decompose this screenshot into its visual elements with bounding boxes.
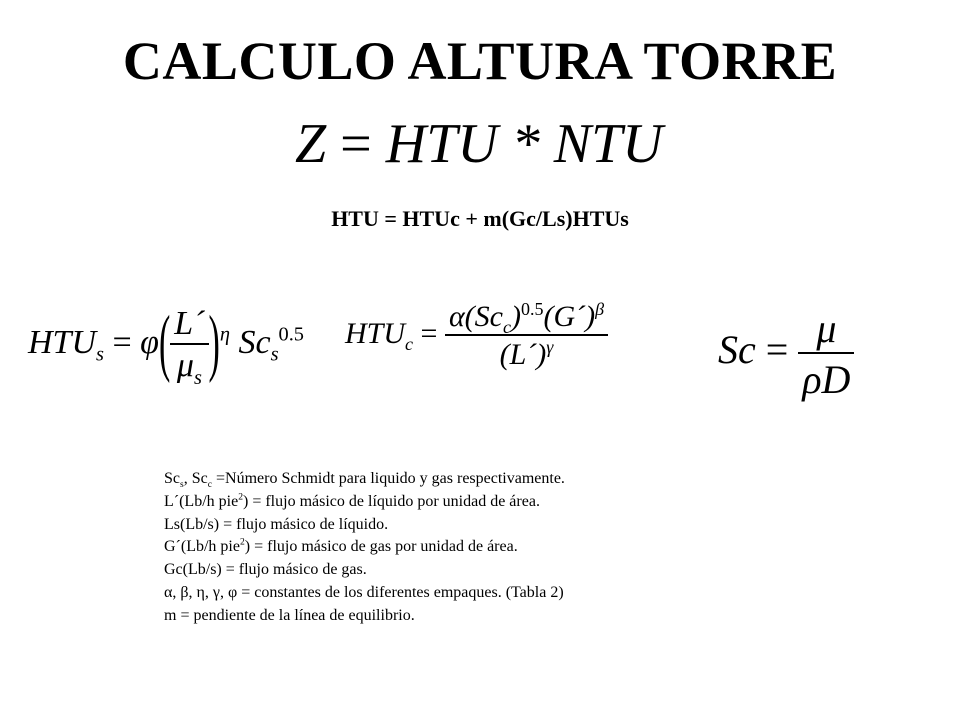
htuc-numerator bbox=[445, 299, 608, 337]
htus-eta: η bbox=[219, 323, 230, 346]
htuc-num-g: (G´) bbox=[543, 300, 596, 333]
definition-text: , Sc bbox=[183, 470, 208, 487]
htus-paren-open: ( bbox=[158, 303, 171, 385]
sc-formula bbox=[718, 305, 854, 403]
htuc-name-sub: c bbox=[405, 333, 414, 354]
htus-equals: = bbox=[112, 323, 132, 361]
htuc-num-alpha-sc: α(Sc bbox=[448, 300, 503, 333]
htus-denominator-mu: μ bbox=[176, 347, 194, 384]
main-equation-lhs: Z bbox=[295, 113, 327, 175]
definition-text: =Número Schmidt para liquido y gas respectivamente. bbox=[212, 470, 565, 487]
sc-numerator: μ bbox=[816, 306, 837, 351]
definition-item: m = pendiente de la línea de equilibrio. bbox=[164, 606, 415, 624]
sc-denominator: ρD bbox=[798, 352, 854, 403]
main-equation bbox=[295, 112, 663, 176]
htus-name-sub: s bbox=[96, 343, 104, 366]
htuc-equals: = bbox=[420, 316, 438, 350]
htuc-num-exp2: β bbox=[595, 299, 605, 319]
htuc-denominator bbox=[445, 334, 608, 372]
definition-item: Gc(Lb/s) = flujo másico de gas. bbox=[164, 561, 367, 579]
definition-text: Sc bbox=[164, 470, 180, 487]
definition-sub: s bbox=[180, 479, 184, 491]
htuc-den-l: (L´) bbox=[499, 338, 547, 371]
sc-equals: = bbox=[765, 327, 789, 373]
htus-phi: φ bbox=[140, 323, 159, 361]
definition-item bbox=[164, 491, 565, 514]
htus-formula bbox=[28, 303, 305, 389]
htuc-den-exp: γ bbox=[546, 337, 554, 357]
htus-numerator: L´ bbox=[174, 305, 205, 342]
htus-fraction bbox=[170, 305, 208, 389]
definition-item: Ls(Lb/s) = flujo másico de líquido. bbox=[164, 515, 389, 533]
definition-sup: 2 bbox=[239, 537, 245, 549]
htus-denominator bbox=[170, 343, 208, 389]
htus-sc: Sc bbox=[238, 323, 271, 361]
sc-lhs: Sc bbox=[718, 327, 756, 373]
definition-item bbox=[164, 536, 565, 559]
htuc-fraction bbox=[445, 300, 608, 372]
definition-text: ) = flujo másico de líquido por unidad de área. bbox=[243, 492, 540, 510]
definition-sub: c bbox=[207, 479, 212, 491]
definition-text: ) = flujo másico de gas por unidad de área. bbox=[244, 538, 518, 556]
slide-title: CALCULO ALTURA TORRE bbox=[122, 31, 838, 91]
htuc-name: HTU bbox=[345, 316, 406, 350]
definition-item bbox=[164, 468, 565, 491]
sc-fraction bbox=[798, 305, 854, 403]
definition-text: L´(Lb/h pie bbox=[164, 492, 239, 510]
definition-item: α, β, η, γ, φ = constantes de los diferentes empaques. (Tabla 2) bbox=[164, 583, 564, 601]
htuc-num-sc-sub: c bbox=[503, 317, 511, 337]
definition-text: G´(Lb/h pie bbox=[164, 538, 240, 556]
htus-denominator-sub: s bbox=[193, 366, 202, 389]
htuc-formula bbox=[345, 300, 608, 372]
htus-sc-sub: s bbox=[270, 343, 279, 366]
main-equation-equals: = bbox=[340, 113, 372, 175]
htuc-num-exp1: 0.5 bbox=[521, 299, 544, 319]
definitions-list bbox=[164, 468, 565, 628]
definition-sup: 2 bbox=[238, 491, 243, 503]
htu-equation: HTU = HTUc + m(Gc/Ls)HTUs bbox=[331, 206, 629, 231]
main-equation-rhs: HTU * NTU bbox=[385, 113, 663, 175]
htus-paren-close: ) bbox=[208, 303, 220, 385]
htus-name: HTU bbox=[28, 323, 97, 361]
htuc-num-close: ) bbox=[511, 300, 521, 333]
htus-sc-exp: 0.5 bbox=[278, 323, 305, 346]
